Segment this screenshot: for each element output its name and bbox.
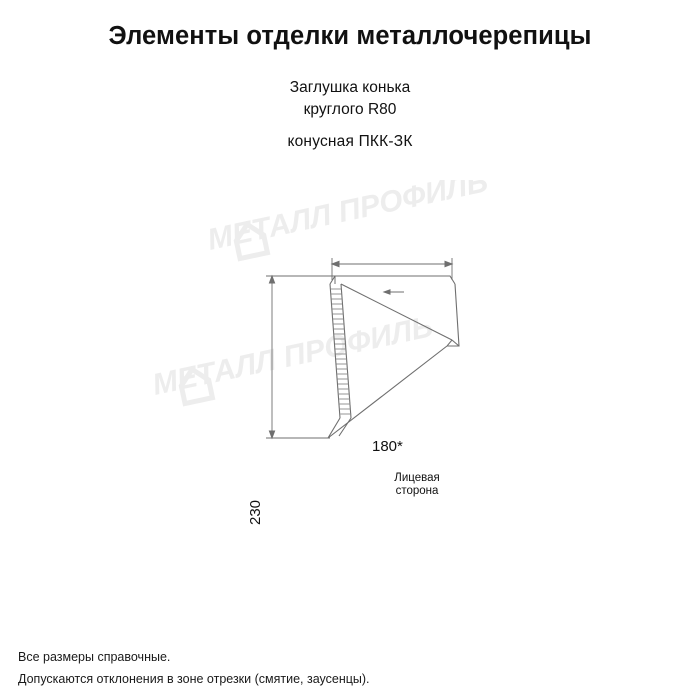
technical-drawing [0, 180, 700, 525]
footer-note-sizes: Все размеры справочные. [18, 650, 171, 664]
product-subtitle-line-3: конусная ПКК-ЗК [287, 133, 413, 150]
page-title: Элементы отделки металлочерепицы [108, 22, 592, 50]
watermark-text: МЕТАЛЛ ПРОФИЛЬ [149, 310, 436, 402]
product-subtitle-line-2: круглого R80 [303, 101, 397, 118]
face-side-label [385, 472, 449, 498]
dimension-label-height: 230 [247, 499, 264, 525]
footer-note-tolerances: Допускаются отклонения в зоне отрезки (смятие, заусенцы). [18, 672, 370, 686]
face-side-label-line-1: Лицевая [394, 472, 440, 484]
watermark-text: МЕТАЛЛ ПРОФИЛЬ [204, 180, 491, 257]
dimension-label-width: 180* [372, 438, 403, 455]
face-side-label-line-2: сторона [395, 485, 439, 497]
product-subtitle-line-1: Заглушка конька [289, 79, 411, 96]
